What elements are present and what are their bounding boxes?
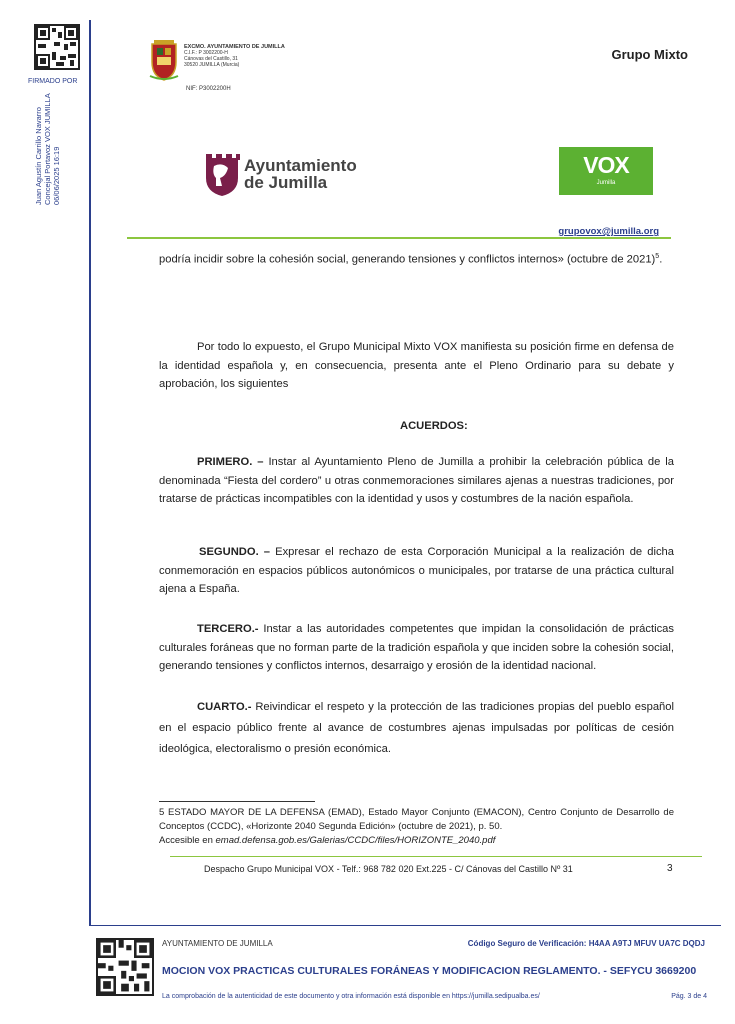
- grupo-mixto-title: Grupo Mixto: [611, 47, 688, 62]
- ayto-header-address: Cánovas del Castillo, 31: [184, 56, 238, 62]
- tercero-label: TERCERO.-: [197, 623, 259, 635]
- footnote-ref[interactable]: 5: [655, 253, 660, 260]
- signer-date: 06/06/2025 16:19: [52, 146, 61, 205]
- ayto-header-cif: C.I.F.: P 3002200-H: [184, 50, 228, 56]
- vox-logo-subtitle: Jumilla: [596, 180, 616, 186]
- primero-text: Instar al Ayuntamiento Pleno de Jumilla a prohibir la celebración pública de la denominada “Fiesta del cordero” u otras conmemoraciones similares ajenas a nuestras tradiciones, por tratarse de prácticas incompatibles con la identidad y usos y costumbres de la nación española.: [159, 456, 674, 505]
- ayuntamiento-logo-icon: [204, 152, 240, 196]
- expuesto-paragraph: [159, 338, 674, 394]
- document-title: MOCION VOX PRACTICAS CULTURALES FORÁNEAS Y MODIFICACION REGLAMENTO. - SEFYCU 3669200: [162, 965, 697, 977]
- segundo-label: SEGUNDO. –: [199, 546, 271, 558]
- verification-code: Código Seguro de Verificación: H4AA A9TJ MFUV UA7C DQDJ: [467, 939, 705, 948]
- cuarto-label: CUARTO.-: [197, 701, 252, 713]
- firmado-por-label: FIRMADO POR: [28, 78, 78, 85]
- intro-end: .: [659, 253, 663, 266]
- primero-label: PRIMERO. –: [197, 456, 264, 468]
- segundo-paragraph: [159, 543, 674, 599]
- page-count: Pág. 3 de 4: [671, 993, 707, 1000]
- logo-line-2: de Jumilla: [244, 173, 328, 192]
- segundo-text: Expresar el rechazo de esta Corporación Municipal a la realización de dicha conmemoración en espacios públicos autonómicos o municipales, por tratarse de una práctica cultural ajena a España.: [159, 546, 674, 595]
- qr-code-icon: [34, 24, 80, 70]
- footnote-accesible: Accesible en: [159, 835, 216, 846]
- vox-logo: [559, 147, 653, 195]
- footnote-text: 5 ESTADO MAYOR DE LA DEFENSA (EMAD), Estado Mayor Conjunto (EMACON), Centro Conjunto de Desarrollo de Conceptos (CCDC), «Horizonte 2040 Segunda Edición» (octubre de 2021), p. 50.: [159, 807, 674, 832]
- tercero-text: Instar a las autoridades competentes que impidan la consolidación de prácticas culturales foráneas que no forman parte de la tradición española y que inciden sobre la cohesión social, generando tensiones y conflictos internos, desarraigo y erosión de la identidad nacional.: [159, 623, 674, 672]
- primero-paragraph: [159, 453, 674, 509]
- verification-qr-graphic: [98, 940, 152, 994]
- vox-logo-text: VOX: [583, 152, 629, 178]
- signer-name: Juan Agustín Carrillo Navarro: [34, 107, 43, 205]
- footnote-divider: [159, 801, 315, 802]
- ayto-header-city: 30520 JUMILLA (Murcia): [184, 62, 240, 68]
- verification-divider: [89, 925, 721, 926]
- intro-text: podría incidir sobre la cohesión social, generando tensiones y conflictos internos» (octubre de 2021): [159, 253, 656, 266]
- qr-code-graphic: [36, 26, 78, 68]
- coat-of-arms-icon: [146, 32, 182, 82]
- ayto-header-name: EXCMO. AYUNTAMIENTO DE JUMILLA: [184, 44, 285, 50]
- email-link[interactable]: grupovox@jumilla.org: [558, 226, 659, 237]
- footnote: [159, 806, 674, 848]
- ayuntamiento-logo-text: [244, 157, 357, 191]
- signer-role: Concejal Portavoz VOX JUMILLA: [43, 93, 52, 205]
- nif-label: NIF: P3002200H: [186, 86, 231, 92]
- intro-paragraph: [159, 248, 674, 269]
- page-footer-divider: [170, 856, 702, 857]
- logo-line-1: Ayuntamiento: [244, 156, 357, 175]
- verification-ayuntamiento: AYUNTAMIENTO DE JUMILLA: [162, 939, 273, 948]
- qr-code-icon: [96, 938, 154, 996]
- footnote-url[interactable]: emad.defensa.gob.es/Galerias/CCDC/files/HORIZONTE_2040.pdf: [215, 835, 496, 846]
- ayuntamiento-header-block: [184, 44, 285, 68]
- signature-margin-line: [89, 20, 91, 925]
- despacho-footer: Despacho Grupo Municipal VOX - Telf.: 968 782 020 Ext.225 - C/ Cánovas del Castillo Nº 31: [204, 864, 573, 874]
- expuesto-text: Por todo lo expuesto, el Grupo Municipal Mixto VOX manifiesta su posición firme en defensa de la identidad española y, en consecuencia, presenta ante el Pleno Ordinario para su debate y aprobación, los siguientes: [159, 341, 674, 390]
- page-number: 3: [667, 863, 673, 874]
- signer-info: [34, 93, 61, 205]
- header-divider: [127, 237, 671, 239]
- cuarto-text: Reivindicar el respeto y la protección de las tradiciones propias del pueblo español en el espacio público frente al avance de costumbres ajenas impulsadas por políticas de cesión ideológica, electoralismo o presión económica.: [159, 701, 674, 755]
- cuarto-paragraph: [159, 697, 674, 760]
- tercero-paragraph: [159, 620, 674, 676]
- verification-url-note[interactable]: La comprobación de la autenticidad de este documento y otra información está disponible en https://jumilla.sedipualba.es/: [162, 993, 540, 1000]
- acuerdos-heading: ACUERDOS:: [400, 420, 468, 432]
